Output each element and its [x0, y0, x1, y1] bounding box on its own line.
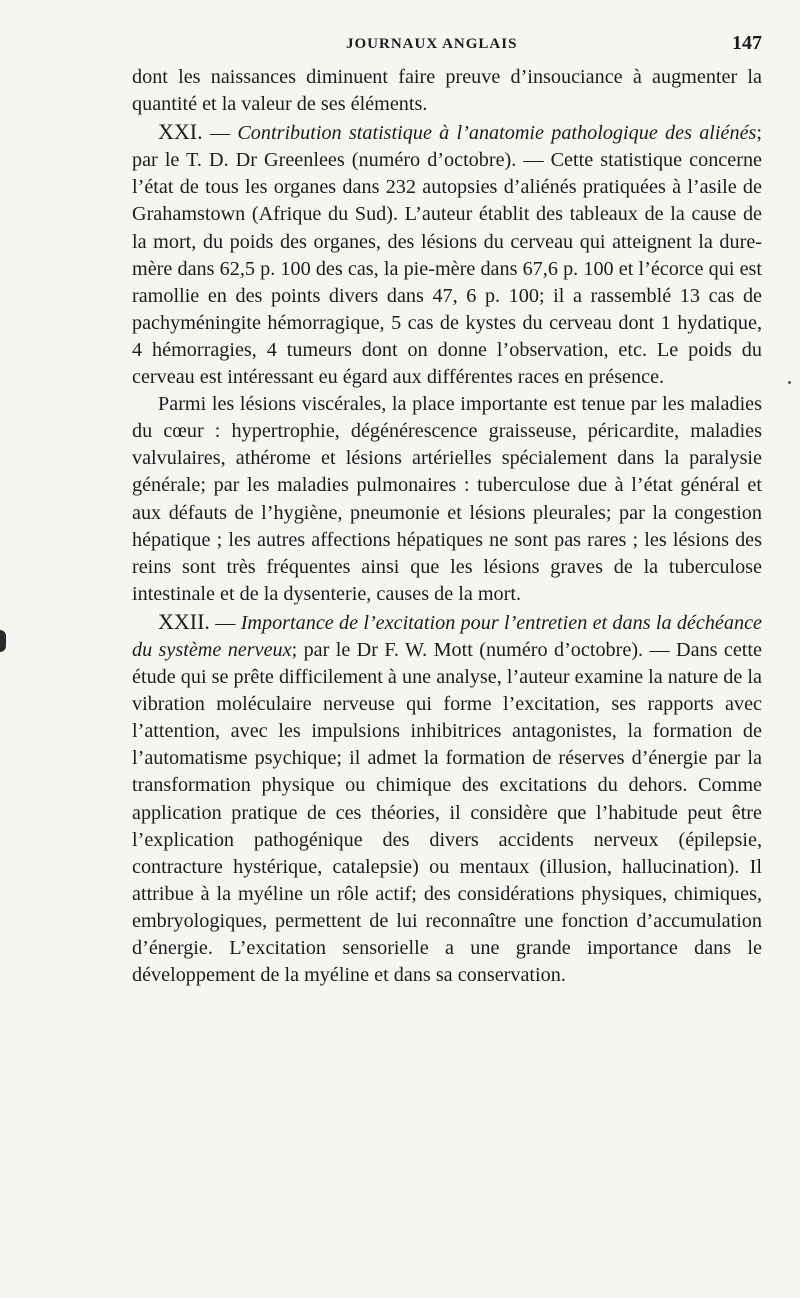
page-body: [132, 64, 762, 989]
page-number: 147: [732, 32, 762, 54]
paragraph-continuation: dont les naissances diminuent faire preuve d’insouciance à augmenter la quantité et la valeur de ses éléments.: [132, 66, 762, 116]
section-number: XXII.: [158, 608, 210, 634]
section-xxi: [132, 118, 762, 391]
page-edge-mark: [0, 630, 6, 652]
running-title: JOURNAUX ANGLAIS: [346, 36, 518, 52]
section-dash: —: [202, 122, 238, 145]
section-number: XXI.: [158, 119, 203, 145]
paragraph-visceral-lesions: Parmi les lésions viscérales, la place importante est tenue par les maladies du cœur : hypertrophie, dégénérescence graisseuse, péricardite, maladies valvulaires, athérome et lésions artérielles spécialement dans la paralysie générale; par les maladies pulmonaires : tuberculose due à l’état général et aux défauts de l’hygiène, pneumonie et lésions pleurales; par la congestion hépatique ; les autres affections hépatiques ne sont pas rares ; les lésions des reins sont très fréquentes ainsi que les lésions graves de la tuberculose intestinale et de la dysenterie, causes de la mort.: [132, 393, 762, 605]
section-text: ; par le T. D. Dr Greenlees (numéro d’octobre). — Cette statistique concerne l’état de tous les organes dans 232 autopsies d’aliénés pratiquées à l’asile de Grahamstown (Afrique du Sud). L’auteur établit des tableaux de la cause de la mort, du poids des organes, des lésions du cerveau qui atteignent la dure-mère dans 62,5 p. 100 des cas, la pie-mère dans 67,6 p. 100 et l’écorce qui est ramollie en des points divers dans 47, 6 p. 100; il a rassemblé 13 cas de pachyméningite hémorragique, 5 cas de kystes du cerveau dont 1 hydatique, 4 hémorragies, 4 tumeurs dont on donne l’observation, etc. Le poids du cerveau est intéressant eu égard aux différentes races en présence.: [132, 122, 762, 389]
page-header: [132, 32, 762, 60]
section-dash: —: [209, 611, 241, 634]
section-text: ; par le Dr F. W. Mott (numéro d’octobre). — Dans cette étude qui se prête difficilement à une analyse, l’auteur examine la nature de la vibration moléculaire nerveuse qui forme l’excitation, ses rapports avec l’attention, avec les impulsions inhibitrices antagonistes, la formation de l’automatisme psychique; il admet la formation de réserves d’énergie par la transformation physique ou chimique des excitations du dehors. Comme application pratique de ces théories, il considère que l’habitude peut être l’explication pathogénique des divers accidents nerveux (épilepsie, contracture hystérique, catalepsie) ou mentaux (illusion, hallucination). Il attribue à la myéline un rôle actif; des considérations physiques, chimiques, embryologiques, permettent de lui reconnaître une fonction d’accumulation d’énergie. L’excitation sensorielle a une grande importance dans le développement de la myéline et dans sa conservation.: [132, 638, 762, 987]
section-title: Contribution statistique à l’anatomie pathologique des aliénés: [237, 122, 757, 145]
ink-speck: [788, 381, 791, 384]
section-xxii: [132, 608, 762, 989]
section-title: Importance de l’excitation pour l’entretien et dans la déchéance du système nerveux: [132, 611, 762, 661]
